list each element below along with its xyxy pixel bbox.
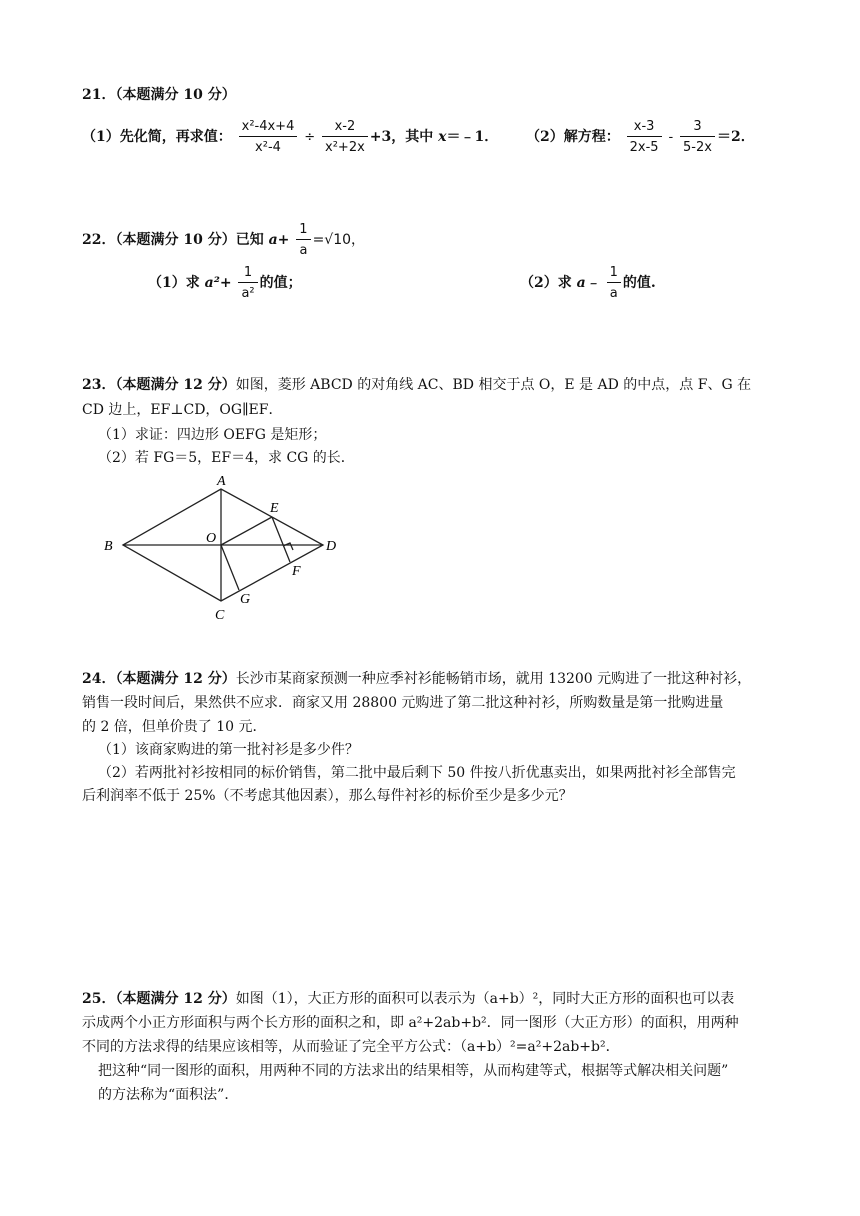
- q22-part2-suffix: 的值.: [622, 275, 656, 291]
- q22-header: 22．（本题满分 10 分）已知: [82, 232, 269, 248]
- q23-header: 23．（本题满分 12 分）: [82, 377, 236, 393]
- q22-part2-expr: a﹣: [576, 275, 600, 291]
- label-e: E: [270, 501, 279, 516]
- q22-part1-expr: a²+: [204, 275, 232, 291]
- q22-part1: [148, 265, 302, 301]
- q21-frac4-numerator: 3: [680, 119, 715, 137]
- q21-fraction-4: [680, 119, 715, 155]
- q21-line: [82, 117, 755, 158]
- q24-text-line3: 的 2 倍，但单价贵了 10 元．: [82, 719, 267, 735]
- q21-frac2-denominator: x²+2x: [325, 140, 365, 155]
- q21-frac2-numerator: x-2: [322, 119, 368, 137]
- q21-frac1-denominator: x²-4: [255, 140, 281, 155]
- q24-sub1: （1）该商家购进的第一批衬衫是多少件？: [98, 742, 359, 758]
- segment-og: [221, 545, 239, 590]
- q22-a-variable: a: [268, 232, 278, 248]
- q22-frac-numerator: 1: [296, 222, 310, 240]
- q22-part1-fraction: [238, 265, 257, 301]
- q25-header: 25．（本题满分 12 分）: [82, 991, 236, 1007]
- q22-equals-sqrt10: =√10，: [312, 232, 366, 248]
- q22-part1-frac-numerator: 1: [238, 265, 257, 283]
- q23-text-line2: CD 边上，EF⊥CD，OG∥EF．: [82, 402, 283, 418]
- q22-part1-prefix: （1）求: [148, 275, 205, 291]
- q22-frac-denominator: a: [299, 243, 308, 258]
- q25-text-line5: 的方法称为“面积法”．: [98, 1087, 239, 1103]
- q22-plus: +: [277, 232, 290, 248]
- q22-part2: [520, 265, 656, 301]
- q24-header: 24．（本题满分 12 分）: [82, 671, 236, 687]
- q22-part1-suffix: 的值；: [259, 275, 302, 291]
- q22-part2-frac-numerator: 1: [607, 265, 621, 283]
- label-d: D: [326, 539, 337, 554]
- q21-x-variable: x: [438, 129, 447, 145]
- q21-part1-label: （1）先化简，再求值：: [82, 129, 232, 145]
- q25-text-line4: 把这种“同一图形的面积，用两种不同的方法求出的结果相等，从而构建等式，根据等式解决相关问题”: [98, 1063, 729, 1079]
- q22-fraction: [296, 222, 310, 258]
- q21-header: 21．（本题满分 10 分）: [82, 87, 236, 103]
- q21-frac4-denominator: 5-2x: [683, 140, 712, 155]
- q23-line1: [82, 374, 782, 396]
- q21-frac3-denominator: 2x-5: [629, 140, 659, 155]
- q21-plus-three: +3，其中: [369, 129, 439, 145]
- label-b: B: [104, 539, 113, 554]
- q21-frac3-numerator: x-3: [627, 119, 662, 137]
- q23-text-line1: 如图，菱形 ABCD 的对角线 AC、BD 相交于点 O，E 是 AD 的中点，点 F、G 在: [235, 377, 752, 393]
- q24-text-line1: 长沙市某商家预测一种应季衬衫能畅销市场，就用 13200 元购进了一批这种衬衫，: [235, 671, 752, 687]
- label-c: C: [215, 608, 225, 623]
- q22-part2-frac-denominator: a: [609, 286, 618, 301]
- label-g: G: [240, 592, 251, 607]
- q21-divide-sign: ÷: [304, 130, 316, 145]
- label-a: A: [217, 474, 226, 489]
- q25-text-line1: 如图（1），大正方形的面积可以表示为（a+b）²，同时大正方形的面积也可以表: [235, 991, 735, 1007]
- label-f: F: [292, 564, 301, 579]
- q24-line1: [82, 668, 782, 690]
- q24-sub2b: 后利润率不低于 25%（不考虑其他因素），那么每件衬衫的标价至少是多少元？: [82, 788, 573, 804]
- q21-fraction-2: [322, 119, 368, 155]
- q22-part2-fraction: [607, 265, 621, 301]
- q22-part2-prefix: （2）求: [520, 275, 577, 291]
- q23-sub1: （1）求证：四边形 OEFG 是矩形；: [98, 427, 327, 443]
- rhombus-figure: [96, 472, 356, 642]
- q22-part1-frac-denominator: a²: [241, 286, 255, 301]
- q24-text-line2: 销售一段时间后，果然供不应求．商家又用 28800 元购进了第二批这种衬衫，所购数量是第一批购进量: [82, 695, 724, 711]
- segment-ef: [272, 517, 290, 562]
- q21-condition: ＝﹣1．: [446, 129, 499, 145]
- q25-text-line3: 不同的方法求得的结果应该相等，从而验证了完全平方公式：（a+b）²=a²+2ab+b²．: [82, 1039, 620, 1055]
- label-o: O: [206, 531, 217, 546]
- q25-text-line2: 示成两个小正方形面积与两个长方形的面积之和，即 a²+2ab+b²．同一图形（大正方形）的面积，用两种: [82, 1015, 739, 1031]
- q22-line: [82, 222, 365, 258]
- q21-frac1-numerator: x²-4x+4: [239, 119, 298, 137]
- q21-part2-label: （2）解方程：: [526, 129, 620, 145]
- q25-line1: [82, 988, 782, 1010]
- q21-minus-sign: -: [668, 130, 674, 145]
- segment-oe: [221, 517, 272, 545]
- q21-fraction-3: [627, 119, 662, 155]
- q21-fraction-1: [239, 119, 298, 155]
- q23-sub2: （2）若 FG＝5，EF＝4，求 CG 的长．: [98, 450, 355, 466]
- q24-sub2a: （2）若两批衬衫按相同的标价销售，第二批中最后剩下 50 件按八折优惠卖出，如果两批衬衫全部售完: [98, 765, 736, 781]
- q21-equals-two: ＝2．: [716, 129, 755, 145]
